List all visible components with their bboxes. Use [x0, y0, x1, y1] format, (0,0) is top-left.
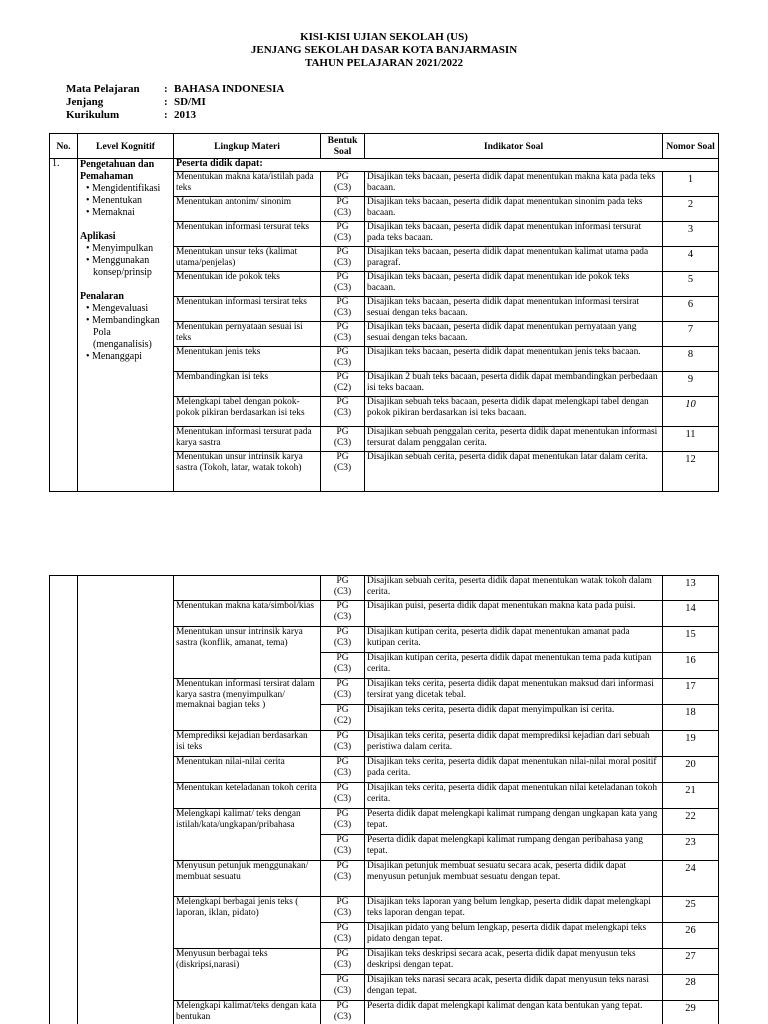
- indikator-cell: Peserta didik dapat melengkapi kalimat rumpang dengan peribahasa yang tepat.: [365, 835, 663, 861]
- bentuk-cell: [321, 347, 365, 372]
- level-item: • Menyimpulkan: [86, 243, 154, 254]
- level-item: • Membandingkan Pola (menganalisis): [86, 315, 160, 350]
- nomor-cell: 23: [663, 835, 719, 861]
- bentuk-cognitive: (C3): [333, 232, 352, 243]
- level-item: • Menentukan: [86, 195, 143, 206]
- bentuk-cognitive: (C3): [333, 1011, 352, 1022]
- nomor-cell: 15: [663, 627, 719, 653]
- meta-subject: Mata Pelajaran : BAHASA INDONESIA: [66, 83, 285, 95]
- lingkup-cell: Melengkapi kalimat/teks dengan kata bentukan: [174, 1001, 321, 1024]
- lingkup-cell: Menentukan informasi tersurat teks: [174, 222, 321, 247]
- indikator-cell: Disajikan petunjuk membuat sesuatu secara acak, peserta didik dapat menyusun petunjuk membuat sesuatu dengan tepat.: [365, 861, 663, 897]
- nomor-cell: 3: [663, 222, 719, 247]
- lingkup-cell: Menentukan unsur intrinsik karya sastra (konflik, amanat, tema): [174, 627, 321, 679]
- bentuk-cognitive: (C3): [333, 332, 352, 343]
- nomor-cell: 27: [663, 949, 719, 975]
- indikator-cell: Disajikan teks bacaan, peserta didik dapat menentukan pernyataan yang sesuai dengan teks bacaan.: [365, 322, 663, 347]
- bentuk-type: PG: [336, 679, 349, 689]
- col-header-nomor: Nomor Soal: [663, 134, 719, 159]
- bentuk-cognitive: (C2): [333, 715, 352, 726]
- indikator-cell: Disajikan teks bacaan, peserta didik dapat menentukan jenis teks bacaan.: [365, 347, 663, 372]
- bentuk-type: PG: [336, 247, 349, 257]
- indikator-cell: Disajikan teks bacaan, peserta didik dapat menentukan makna kata pada teks bacaan.: [365, 172, 663, 197]
- nomor-cell: 17: [663, 679, 719, 705]
- bentuk-cognitive: (C3): [333, 357, 352, 368]
- nomor-cell: 10: [663, 397, 719, 427]
- lingkup-cell: Menentukan antonim/ sinonim: [174, 197, 321, 222]
- bentuk-cell: [321, 427, 365, 452]
- lingkup-cell: Membandingkan isi teks: [174, 372, 321, 397]
- bentuk-type: PG: [336, 172, 349, 182]
- lingkup-cell: Menyusun berbagai teks (diskripsi,narasi): [174, 949, 321, 1001]
- level-item: • Memaknai: [86, 207, 135, 218]
- bentuk-type: PG: [336, 347, 349, 357]
- col-header-indikator: Indikator Soal: [365, 134, 663, 159]
- col-header-level: Level Kognitif: [78, 134, 174, 159]
- indikator-cell: Disajikan sebuah teks bacaan, peserta didik dapat melengkapi tabel dengan pokok pikiran berdasarkan isi teks bacaan.: [365, 397, 663, 427]
- nomor-cell: 13: [663, 576, 719, 601]
- indikator-cell: Disajikan teks laporan yang belum lengkap, peserta didik dapat melengkapi teks laporan dengan tepat.: [365, 897, 663, 923]
- bentuk-cell: [321, 653, 365, 679]
- bentuk-cell: [321, 372, 365, 397]
- bentuk-cognitive: (C3): [333, 437, 352, 448]
- bentuk-type: PG: [336, 397, 349, 407]
- indikator-cell: Disajikan puisi, peserta didik dapat menentukan makna kata pada puisi.: [365, 601, 663, 627]
- meta-label: Mata Pelajaran: [66, 83, 140, 95]
- bentuk-cognitive: (C3): [333, 985, 352, 996]
- bentuk-type: PG: [336, 627, 349, 637]
- bentuk-cell: [321, 1001, 365, 1024]
- nomor-cell: 14: [663, 601, 719, 627]
- indikator-cell: Disajikan teks bacaan, peserta didik dapat menentukan sinonim pada teks bacaan.: [365, 197, 663, 222]
- kisi-table-page-1: [49, 133, 719, 492]
- level-group-1-title: Pengetahuan dan Pemahaman: [80, 159, 155, 182]
- indikator-cell: Disajikan teks cerita, peserta didik dapat menyimpulkan isi cerita.: [365, 705, 663, 731]
- bentuk-type: PG: [336, 197, 349, 207]
- bentuk-cognitive: (C3): [333, 462, 352, 473]
- bentuk-cell: [321, 322, 365, 347]
- bentuk-cell: [321, 222, 365, 247]
- indikator-cell: Disajikan teks cerita, peserta didik dapat menentukan nilai keteladanan tokoh cerita.: [365, 783, 663, 809]
- bentuk-cognitive: (C3): [333, 689, 352, 700]
- bentuk-cognitive: (C3): [333, 907, 352, 918]
- bentuk-type: PG: [336, 731, 349, 741]
- bentuk-cognitive: (C3): [333, 257, 352, 268]
- bentuk-cognitive: (C3): [333, 407, 352, 418]
- bentuk-cell: [321, 949, 365, 975]
- nomor-cell: 4: [663, 247, 719, 272]
- indikator-cell: Disajikan pidato yang belum lengkap, peserta didik dapat melengkapi teks pidato dengan tepat.: [365, 923, 663, 949]
- bentuk-cell: [321, 897, 365, 923]
- nomor-cell: 8: [663, 347, 719, 372]
- indikator-cell: Disajikan kutipan cerita, peserta didik dapat menentukan tema pada kutipan cerita.: [365, 653, 663, 679]
- level-item: • Menggunakan konsep/prinsip: [86, 255, 152, 278]
- bentuk-cell: [321, 452, 365, 492]
- bentuk-cell: [321, 923, 365, 949]
- lingkup-cell: Memprediksi kejadian berdasarkan isi teks: [174, 731, 321, 757]
- bentuk-cognitive: (C3): [333, 741, 352, 752]
- nomor-cell: 29: [663, 1001, 719, 1024]
- nomor-cell: 16: [663, 653, 719, 679]
- bentuk-type: PG: [336, 897, 349, 907]
- indikator-cell: Peserta didik dapat melengkapi kalimat dengan kata bentukan yang tepat.: [365, 1001, 663, 1024]
- lingkup-cell: Melengkapi berbagai jenis teks ( laporan, iklan, pidato): [174, 897, 321, 949]
- indikator-cell: Disajikan kutipan cerita, peserta didik dapat menentukan amanat pada kutipan cerita.: [365, 627, 663, 653]
- nomor-cell: 12: [663, 452, 719, 492]
- doc-title-line-2: JENJANG SEKOLAH DASAR KOTA BANJARMASIN: [250, 44, 518, 56]
- indikator-cell: Disajikan teks bacaan, peserta didik dapat menentukan informasi tersirat sesuai dengan teks bacaan.: [365, 297, 663, 322]
- lingkup-cell: Menentukan makna kata/simbol/kias: [174, 601, 321, 627]
- col-header-no: No.: [50, 134, 78, 159]
- lingkup-cell: Menentukan informasi tersurat pada karya sastra: [174, 427, 321, 452]
- indikator-cell: Disajikan sebuah cerita, peserta didik dapat menentukan latar dalam cerita.: [365, 452, 663, 492]
- bentuk-cell: [321, 975, 365, 1001]
- bentuk-type: PG: [336, 272, 349, 282]
- lingkup-cell: Menyusun petunjuk menggunakan/ membuat sesuatu: [174, 861, 321, 897]
- bentuk-cognitive: (C3): [333, 207, 352, 218]
- kisi-table-page-2: [49, 575, 719, 1024]
- indikator-cell: Peserta didik dapat melengkapi kalimat rumpang dengan ungkapan kata yang tepat.: [365, 809, 663, 835]
- level-item: • Mengevaluasi: [86, 303, 149, 314]
- bentuk-type: PG: [336, 975, 349, 985]
- bentuk-cognitive: (C3): [333, 767, 352, 778]
- doc-title-line-3: TAHUN PELAJARAN 2021/2022: [304, 57, 464, 69]
- bentuk-type: PG: [336, 1001, 349, 1011]
- row-number: 1.: [50, 159, 78, 492]
- indikator-cell: Disajikan sebuah cerita, peserta didik dapat menentukan watak tokoh dalam cerita.: [365, 576, 663, 601]
- bentuk-cell: [321, 272, 365, 297]
- bentuk-type: PG: [336, 601, 349, 611]
- bentuk-cognitive: (C3): [333, 586, 352, 597]
- lingkup-cell: [174, 576, 321, 601]
- meta-level: Jenjang : SD/MI: [66, 96, 206, 108]
- lingkup-cell: Menentukan informasi tersirat dalam karya sastra (menyimpulkan/ memaknai bagian teks ): [174, 679, 321, 731]
- nomor-cell: 21: [663, 783, 719, 809]
- table-row: [50, 159, 719, 172]
- nomor-cell: 20: [663, 757, 719, 783]
- level-item: • Menanggapi: [86, 351, 143, 362]
- bentuk-type: PG: [336, 949, 349, 959]
- nomor-cell: 9: [663, 372, 719, 397]
- meta-value: SD/MI: [174, 96, 206, 108]
- meta-curriculum: Kurikulum : 2013: [66, 109, 196, 121]
- bentuk-cognitive: (C2): [333, 382, 352, 393]
- bentuk-type: PG: [336, 322, 349, 332]
- nomor-cell: 26: [663, 923, 719, 949]
- lingkup-cell: Menentukan ide pokok teks: [174, 272, 321, 297]
- bentuk-type: PG: [336, 705, 349, 715]
- bentuk-type: PG: [336, 835, 349, 845]
- nomor-cell: 1: [663, 172, 719, 197]
- bentuk-cell: [321, 576, 365, 601]
- lingkup-cell: Menentukan makna kata/istilah pada teks: [174, 172, 321, 197]
- table-header-row: [50, 134, 719, 159]
- indikator-cell: Disajikan sebuah penggalan cerita, peserta didik dapat menentukan informasi tersurat dalam penggalan cerita.: [365, 427, 663, 452]
- lingkup-cell: Menentukan unsur intrinsik karya sastra (Tokoh, latar, watak tokoh): [174, 452, 321, 492]
- bentuk-type: PG: [336, 452, 349, 462]
- bentuk-cognitive: (C3): [333, 793, 352, 804]
- nomor-cell: 6: [663, 297, 719, 322]
- bentuk-cell: [321, 783, 365, 809]
- nomor-cell: 22: [663, 809, 719, 835]
- bentuk-cell: [321, 247, 365, 272]
- bentuk-type: PG: [336, 372, 349, 382]
- bentuk-cell: [321, 197, 365, 222]
- bentuk-type: PG: [336, 576, 349, 586]
- indikator-cell: Disajikan teks bacaan, peserta didik dapat menentukan ide pokok teks bacaan.: [365, 272, 663, 297]
- bentuk-cell: [321, 861, 365, 897]
- doc-title-line-1: KISI-KISI UJIAN SEKOLAH (US): [300, 31, 468, 43]
- table-row: [50, 576, 719, 601]
- indikator-cell: Disajikan teks cerita, peserta didik dapat memprediksi kejadian dari sebuah peristiwa dalam cerita.: [365, 731, 663, 757]
- bentuk-cell: [321, 627, 365, 653]
- meta-label: Jenjang: [66, 96, 104, 108]
- indikator-cell: Disajikan teks cerita, peserta didik dapat menentukan nilai-nilai moral positif pada cerita.: [365, 757, 663, 783]
- nomor-cell: 24: [663, 861, 719, 897]
- bentuk-cognitive: (C3): [333, 819, 352, 830]
- meta-value: 2013: [174, 109, 196, 121]
- peserta-heading: Peserta didik dapat:: [174, 159, 719, 172]
- page-gap: [0, 560, 768, 574]
- bentuk-cell: [321, 297, 365, 322]
- lingkup-cell: Menentukan nilai-nilai cerita: [174, 757, 321, 783]
- bentuk-type: PG: [336, 809, 349, 819]
- bentuk-type: PG: [336, 923, 349, 933]
- bentuk-cell: [321, 731, 365, 757]
- nomor-cell: 18: [663, 705, 719, 731]
- bentuk-type: PG: [336, 783, 349, 793]
- bentuk-cognitive: (C3): [333, 845, 352, 856]
- nomor-cell: 7: [663, 322, 719, 347]
- document-page-2: [0, 574, 768, 1024]
- lingkup-cell: Melengkapi kalimat/ teks dengan istilah/kata/ungkapan/pribahasa: [174, 809, 321, 861]
- bentuk-cognitive: (C3): [333, 871, 352, 882]
- col-header-lingkup: Lingkup Materi: [174, 134, 321, 159]
- nomor-cell: 25: [663, 897, 719, 923]
- indikator-cell: Disajikan 2 buah teks bacaan, peserta didik dapat membandingkan perbedaan isi teks bacaan.: [365, 372, 663, 397]
- bentuk-type: PG: [336, 757, 349, 767]
- meta-value: BAHASA INDONESIA: [174, 83, 285, 95]
- bentuk-type: PG: [336, 297, 349, 307]
- indikator-cell: Disajikan teks deskripsi secara acak, peserta didik dapat menyusun teks deskripsi dengan tepat.: [365, 949, 663, 975]
- bentuk-type: PG: [336, 222, 349, 232]
- nomor-cell: 2: [663, 197, 719, 222]
- level-item: • Mengidentifikasi: [86, 183, 161, 194]
- bentuk-cognitive: (C3): [333, 307, 352, 318]
- bentuk-cell: [321, 601, 365, 627]
- level-kognitif-empty: [78, 576, 174, 1024]
- bentuk-cell: [321, 679, 365, 705]
- nomor-cell: 19: [663, 731, 719, 757]
- bentuk-cell: [321, 172, 365, 197]
- bentuk-cell: [321, 757, 365, 783]
- bentuk-cell: [321, 397, 365, 427]
- nomor-cell: 28: [663, 975, 719, 1001]
- bentuk-type: PG: [336, 653, 349, 663]
- indikator-cell: Disajikan teks bacaan, peserta didik dapat menentukan kalimat utama pada paragraf.: [365, 247, 663, 272]
- nomor-cell: 11: [663, 427, 719, 452]
- level-group-2-title: Aplikasi: [80, 231, 116, 242]
- bentuk-cognitive: (C3): [333, 663, 352, 674]
- level-kognitif-cell: [78, 159, 174, 492]
- meta-label: Kurikulum: [66, 109, 120, 121]
- indikator-cell: Disajikan teks cerita, peserta didik dapat menentukan maksud dari informasi tersirat yang dicetak tebal.: [365, 679, 663, 705]
- bentuk-cell: [321, 705, 365, 731]
- bentuk-cognitive: (C3): [333, 611, 352, 622]
- lingkup-cell: Melengkapi tabel dengan pokok-pokok pikiran berdasarkan isi teks: [174, 397, 321, 427]
- indikator-cell: Disajikan teks narasi secara acak, peserta didik dapat menyusun teks narasi dengan tepat.: [365, 975, 663, 1001]
- bentuk-cognitive: (C3): [333, 959, 352, 970]
- lingkup-cell: Menentukan informasi tersirat teks: [174, 297, 321, 322]
- lingkup-cell: Menentukan jenis teks: [174, 347, 321, 372]
- lingkup-cell: Menentukan pernyataan sesuai isi teks: [174, 322, 321, 347]
- lingkup-cell: Menentukan unsur teks (kalimat utama/penjelas): [174, 247, 321, 272]
- bentuk-cell: [321, 809, 365, 835]
- nomor-cell: 5: [663, 272, 719, 297]
- col-header-bentuk: Bentuk Soal: [321, 134, 365, 159]
- level-group-3-title: Penalaran: [80, 291, 124, 302]
- bentuk-cognitive: (C3): [333, 933, 352, 944]
- bentuk-cell: [321, 835, 365, 861]
- bentuk-cognitive: (C3): [333, 182, 352, 193]
- bentuk-type: PG: [336, 427, 349, 437]
- bentuk-cognitive: (C3): [333, 282, 352, 293]
- indikator-cell: Disajikan teks bacaan, peserta didik dapat menentukan informasi tersurat pada teks bacaan.: [365, 222, 663, 247]
- bentuk-type: PG: [336, 861, 349, 871]
- row-number-empty: [50, 576, 78, 1024]
- bentuk-cognitive: (C3): [333, 637, 352, 648]
- lingkup-cell: Menentukan keteladanan tokoh cerita: [174, 783, 321, 809]
